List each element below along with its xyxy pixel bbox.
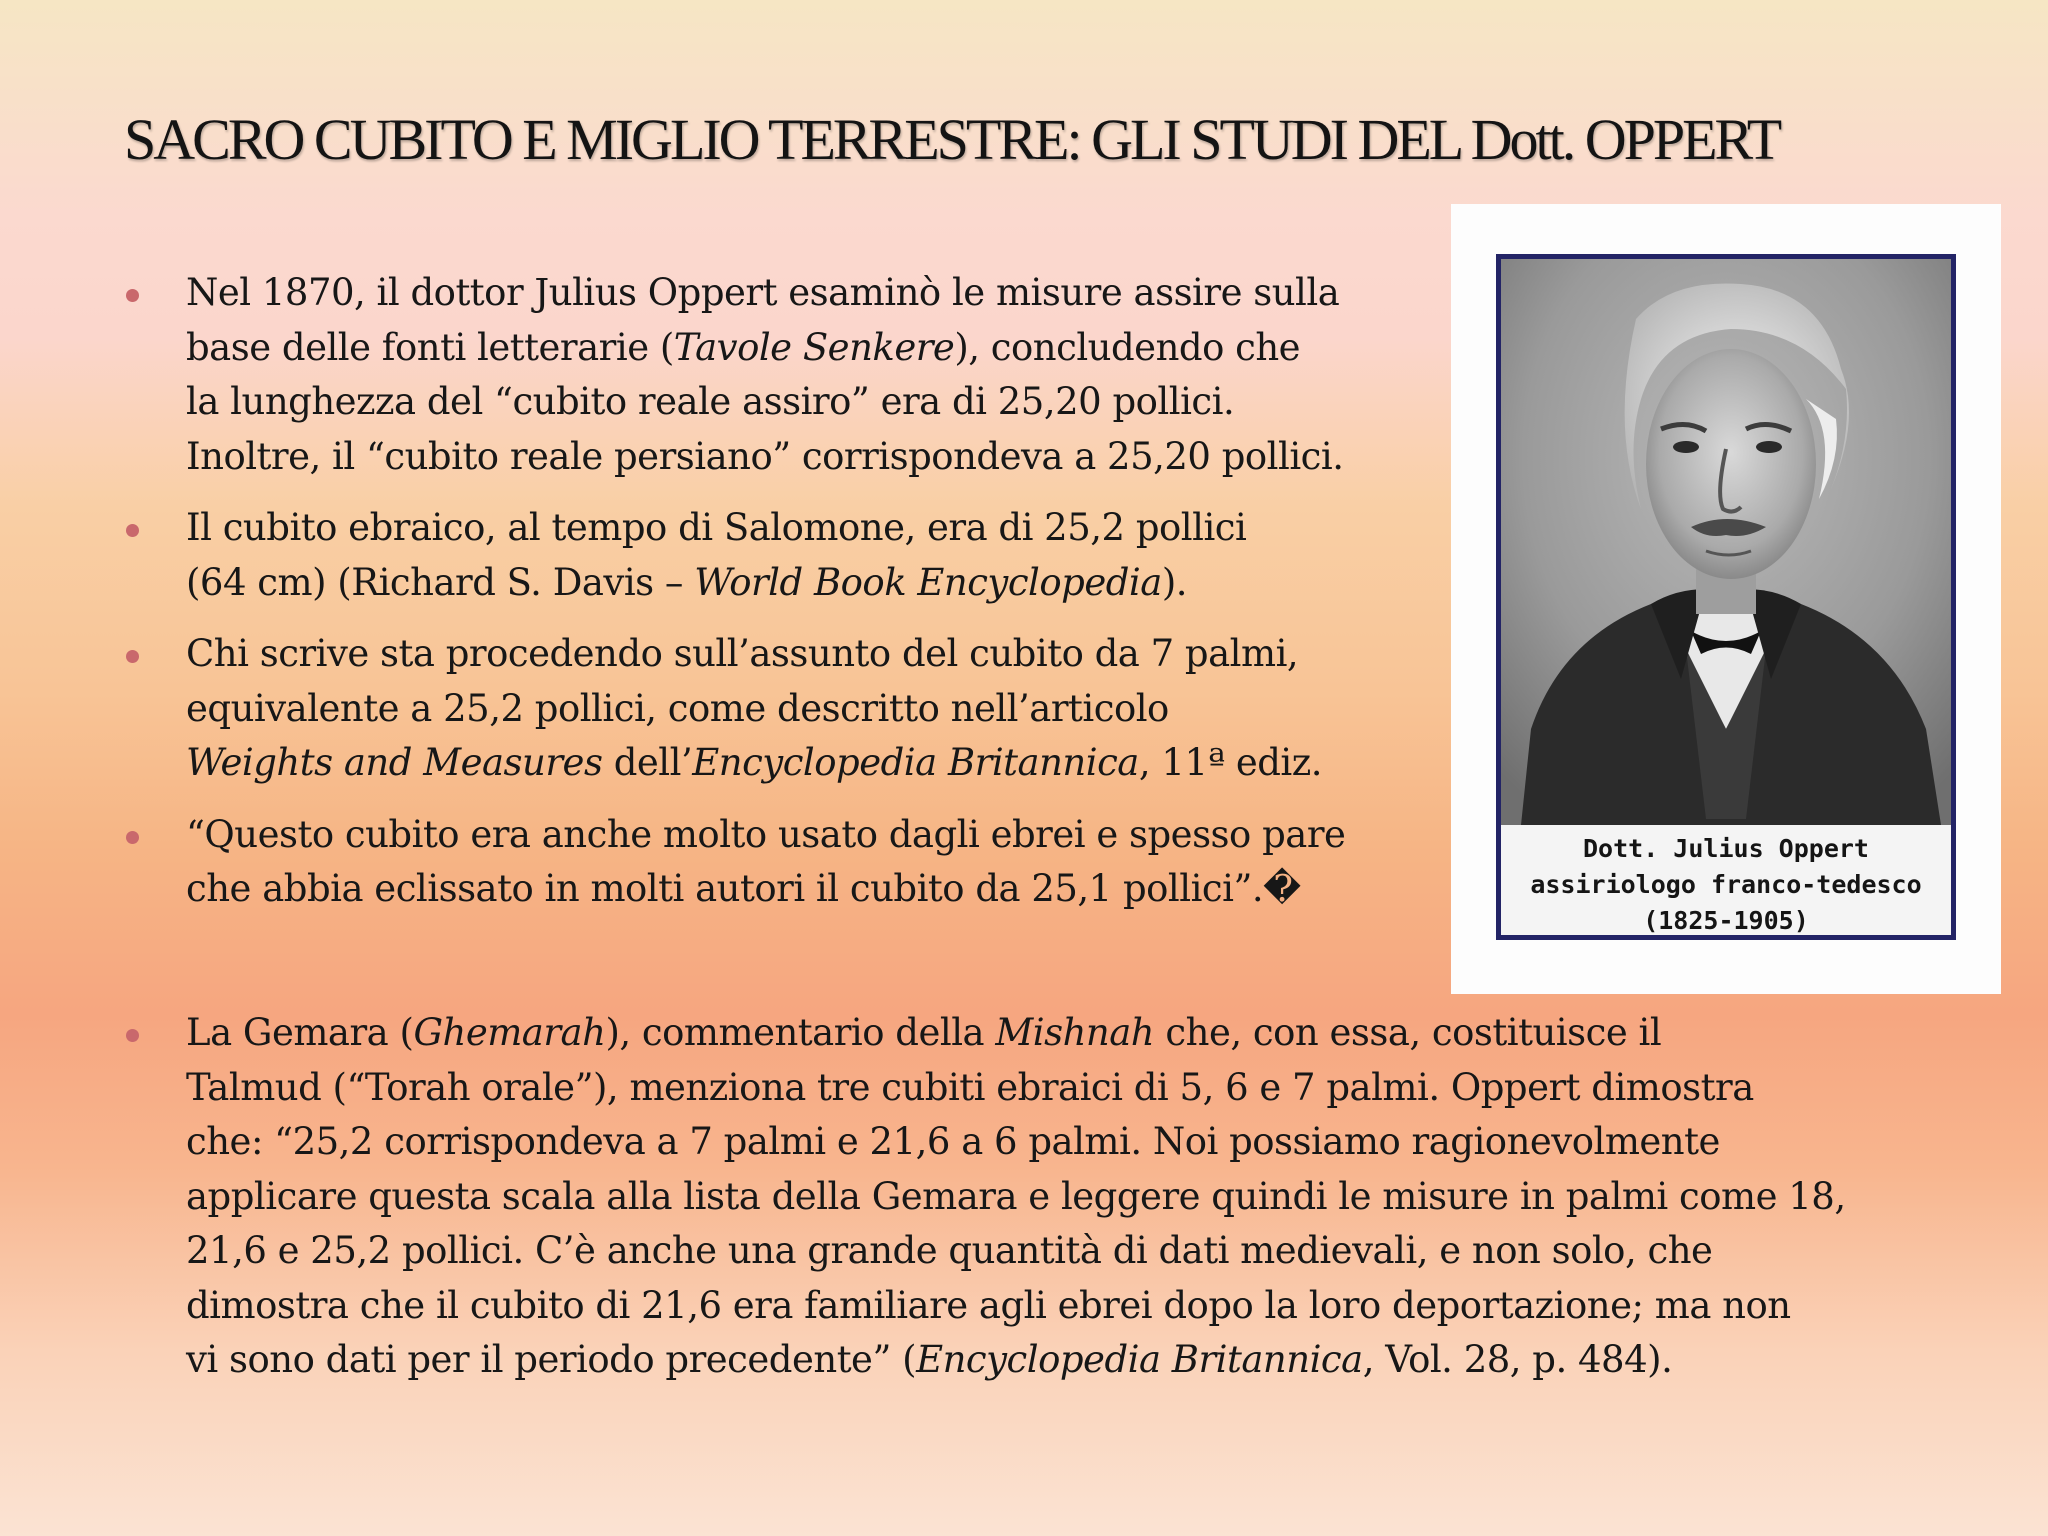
bullet-list: [124, 266, 1424, 934]
bullet-item-gemara: [124, 1006, 1986, 1388]
bullet-dot-icon: [126, 289, 139, 302]
text-line: che abbia eclissato in molti autori il cubito da 25,1 pollici”.�: [186, 867, 1301, 910]
text-line: Talmud (“Torah orale”), menziona tre cubiti ebraici di 5, 6 e 7 palmi. Oppert dimostra: [186, 1065, 1754, 1109]
portrait-card: [1451, 204, 2001, 994]
text-line: vi sono dati per il periodo precedente” (Encyclopedia Britannica, Vol. 28, p. 484).: [186, 1338, 1673, 1381]
bullet-dot-icon: [126, 831, 139, 844]
italic-title: Mishnah: [995, 1011, 1155, 1054]
italic-title: Encyclopedia Britannica: [692, 741, 1139, 784]
text-line: Chi scrive sta procedendo sull’assunto del cubito da 7 palmi,: [186, 632, 1299, 675]
bullet-dot-icon: [126, 650, 139, 663]
text-line: la lunghezza del “cubito reale assiro” era di 25,20 pollici.: [186, 380, 1235, 423]
bullet-item: [124, 808, 1424, 917]
text-line: “Questo cubito era anche molto usato dagli ebrei e spesso pare: [186, 812, 1346, 856]
portrait-image: [1501, 259, 1951, 825]
text-line: applicare questa scala alla lista della Gemara e leggere quindi le misure in palmi come 18,: [186, 1174, 1846, 1218]
caption-dates: (1825-1905): [1643, 906, 1809, 935]
italic-title: World Book Encyclopedia: [694, 560, 1162, 604]
italic-title: Tavole Senkere: [673, 325, 955, 369]
portrait-frame: [1496, 254, 1956, 940]
italic-title: Encyclopedia Britannica: [916, 1338, 1363, 1381]
text-line: Il cubito ebraico, al tempo di Salomone, era di 25,2 pollici: [186, 506, 1247, 549]
bullet-item: [124, 627, 1424, 791]
portrait-caption: [1501, 829, 1951, 935]
text-line: Nel 1870, il dottor Julius Oppert esaminò le misure assire sulla: [186, 271, 1340, 314]
text-line: base delle fonti letterarie (Tavole Senkere), concludendo che: [186, 325, 1301, 369]
caption-role: assiriologo franco-tedesco: [1530, 870, 1922, 899]
text-line: 21,6 e 25,2 pollici. C’è anche una grande quantità di dati medievali, e non solo, che: [186, 1229, 1713, 1272]
bullet-item: [124, 266, 1424, 484]
bullet-dot-icon: [126, 1029, 139, 1042]
bullet-text: [186, 266, 1424, 484]
text-line: Weights and Measures dell’Encyclopedia Britannica, 11ª ediz.: [186, 741, 1322, 784]
text-line: equivalente a 25,2 pollici, come descritto nell’articolo: [186, 686, 1169, 730]
bullet-item: [124, 501, 1424, 610]
italic-title: Ghemarah: [413, 1011, 606, 1054]
text-line: che: “25,2 corrispondeva a 7 palmi e 21,6 a 6 palmi. Noi possiamo ragionevolmente: [186, 1120, 1720, 1163]
bullet-text: [186, 808, 1424, 917]
text-line: Inoltre, il “cubito reale persiano” corrispondeva a 25,20 pollici.: [186, 434, 1344, 478]
text-line: dimostra che il cubito di 21,6 era familiare agli ebrei dopo la loro deportazione; ma non: [186, 1283, 1791, 1327]
text-line: (64 cm) (Richard S. Davis – World Book Encyclopedia).: [186, 560, 1188, 604]
caption-name: Dott. Julius Oppert: [1583, 834, 1869, 863]
bullet-text: [186, 627, 1424, 791]
bullet-text: [186, 1006, 1986, 1388]
text-line: La Gemara (Ghemarah), commentario della Mishnah che, con essa, costituisce il: [186, 1011, 1662, 1054]
italic-title: Weights and Measures: [186, 741, 603, 784]
slide-title: SACRO CUBITO E MIGLIO TERRESTRE: GLI STUDI DEL Dott. OPPERT: [124, 107, 1780, 172]
bullet-dot-icon: [126, 524, 139, 537]
bullet-text: [186, 501, 1424, 610]
